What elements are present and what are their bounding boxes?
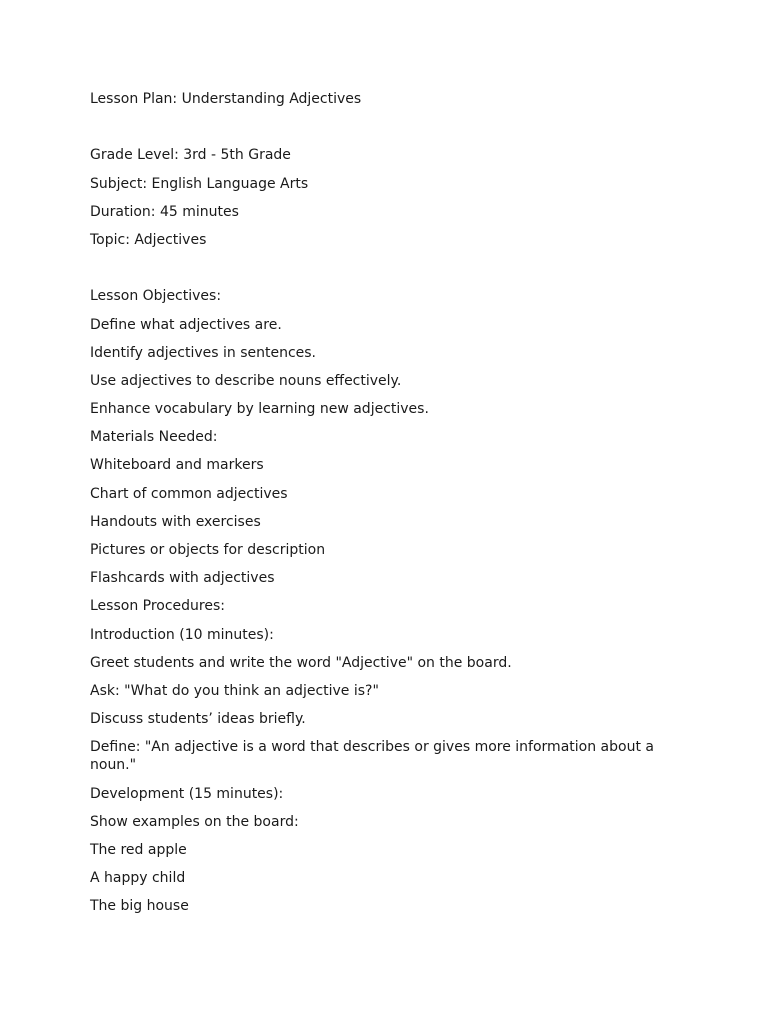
topic-line: Topic: Adjectives	[90, 231, 207, 248]
example-item: The red apple	[90, 841, 187, 858]
material-item: Flashcards with adjectives	[90, 570, 275, 587]
procedure-step: Show examples on the board:	[90, 813, 299, 830]
subsection-heading-development: Development (15 minutes):	[90, 785, 284, 802]
section-heading-objectives: Lesson Objectives:	[90, 288, 222, 305]
document-page	[90, 90, 680, 925]
subject-line: Subject: English Language Arts	[90, 175, 309, 192]
subsection-heading-introduction: Introduction (10 minutes):	[90, 626, 274, 643]
example-item: A happy child	[90, 870, 186, 887]
objective-item: Define what adjectives are.	[90, 316, 282, 333]
section-heading-materials: Materials Needed:	[90, 429, 218, 446]
material-item: Whiteboard and markers	[90, 457, 264, 474]
procedure-step: Define: "An adjective is a word that describes or gives more information about a noun."	[90, 739, 654, 774]
section-heading-procedures: Lesson Procedures:	[90, 598, 225, 615]
example-item: The big house	[90, 898, 189, 915]
material-item: Pictures or objects for description	[90, 542, 326, 558]
spacer	[90, 259, 680, 287]
objective-item: Enhance vocabulary by learning new adjectives.	[90, 401, 429, 418]
objective-item: Identify adjectives in sentences.	[90, 344, 317, 361]
duration-line: Duration: 45 minutes	[90, 203, 239, 220]
grade-level-line: Grade Level: 3rd - 5th Grade	[90, 147, 291, 164]
document-title: Lesson Plan: Understanding Adjectives	[90, 91, 362, 107]
procedure-step: Ask: "What do you think an adjective is?"	[90, 682, 379, 699]
objective-item: Use adjectives to describe nouns effectively.	[90, 372, 402, 389]
procedure-step: Discuss students’ ideas briefly.	[90, 711, 306, 728]
material-item: Handouts with exercises	[90, 513, 261, 530]
spacer	[90, 118, 680, 146]
material-item: Chart of common adjectives	[90, 485, 288, 502]
procedure-step: Greet students and write the word "Adjective" on the board.	[90, 654, 512, 671]
